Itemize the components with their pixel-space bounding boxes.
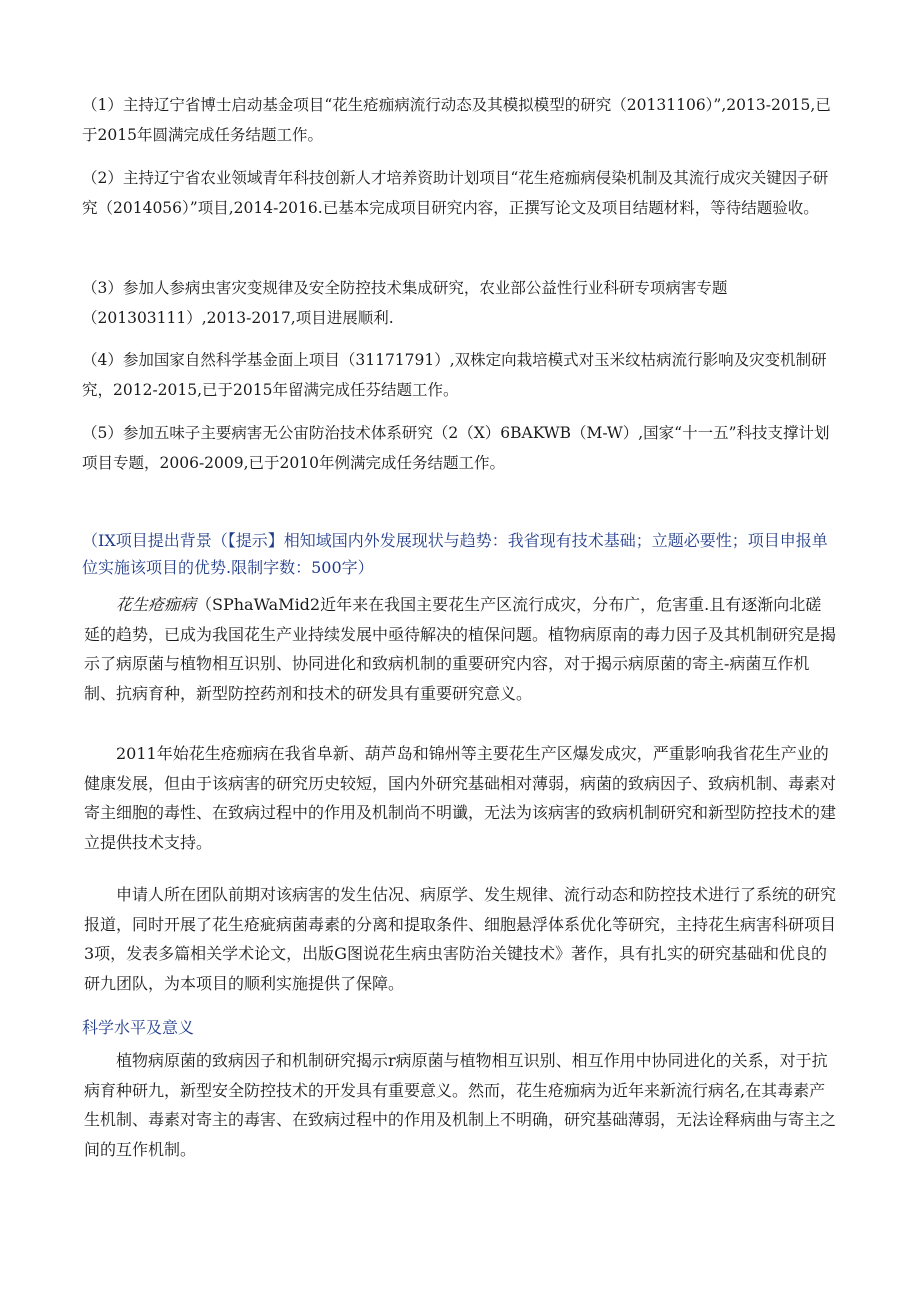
significance-paragraph-1: 植物病原菌的致病因子和机制研究揭示r病原菌与植物相互识别、相互作用中协同进化的关系，对于抗病育种研九，新型安全防控技术的开发具有重要意义。然而，花生疮痂病为近年来新流行病名,在其毒素产生机制、毒素对寄主的毒害、在致病过程中的作用及机制上不明确，研究基础薄弱，无法诠释病曲与寄主之间的互作机制。	[84, 1051, 837, 1159]
background-paragraph-2: 2011年始花生疮痂病在我省阜新、葫芦岛和锦州等主要花生产区爆发成灾，严重影响我省花生产业的健康发展，但由于该病害的研究历史较短，国内外研究基础相对薄弱，病菌的致病因子、致病机制、毒素对寄主细胞的毒性、在致病过程中的作用及机制尚不明谶，无法为该病害的致病机制研究和新型防控技术的建立提供技术支持。	[84, 744, 837, 852]
background-paragraph-1	[84, 590, 836, 708]
project-item-2: （2）主持辽宁省农业领域青年科技创新人才培养资助计划项目“花生疮痂病侵染机制及其流行成灾关键因子研究（2014056）”项目,2014-2016.已基本完成项目研究内容，正撰写论文及项目结题材料，等待结题验收。	[82, 169, 829, 217]
background-paragraph-3: 申请人所在团队前期对该病害的发生估况、病原学、发生规律、流行动态和防控技术进行了系统的研究报道，同时开展了花生疮疵病菌毒素的分离和提取条件、细胞悬浮体系优化等研究，主持花生病害科研项目3项，发表多篇相关学术论文，出版G图说花生病虫害防治关键技术》著作，具有扎实的研究基础和优良的研九团队，为本项目的顺利实施提供了保障。	[84, 885, 837, 993]
background-paragraph-1-text: 近年来在我国主要花生产区流行成灾，分布广，危害重.且有逐渐向北磋延的趋势，已成为我国花生产业持续发展中亟待解决的植保问题。植物病原南的毒力因子及其机制研究是揭示了病原菌与植物相互识别、协同进化和致病机制的重要研究内容，对于揭示病原菌的寄主-病菌互作机制、抗病育种，新型防控药剂和技术的研发具有重要研究意义。	[84, 595, 837, 703]
project-item-5: （5）参加五味子主要病害无公宙防治技术体系研究（2（X）6BAKWB（M-W）,国家“十一五”科技支撑计划项目专题，2006-2009,已于2010年例满完成任务结题工作。	[82, 424, 830, 472]
project-item-4: （4）参加国家自然科学基金面上项目（31171791）,双株定向栽培模式对玉米纹枯病流行影响及灾变机制研究，2012-2015,已于2015年留满完成任芬结题工作。	[82, 351, 827, 399]
project-item-3: （3）参加人参病虫害灾变规律及安全防控技术集成研究，农业部公益性行业科研专项病害专题（201303111）,2013-2017,项目进展顺利.	[82, 279, 728, 327]
project-item-1: （1）主持辽宁省博士启动基金项目“花生疮痂病流行动态及其模拟模型的研究（20131106）”,2013-2015,已于2015年圆满完成任务结题工作。	[82, 96, 831, 144]
disease-name-term: 花生疮痂病	[116, 595, 197, 614]
significance-section-heading: 科学水平及意义	[82, 1018, 195, 1037]
background-section-heading: （IX项目提出背景（【提示】相知域国内外发展现状与趋势：我省现有技术基础；立题必要性；项目申报单位实施该项目的优势.限制字数：500字）	[82, 531, 828, 577]
pathogen-abbreviation: （SPhaWaMid2	[196, 595, 321, 614]
